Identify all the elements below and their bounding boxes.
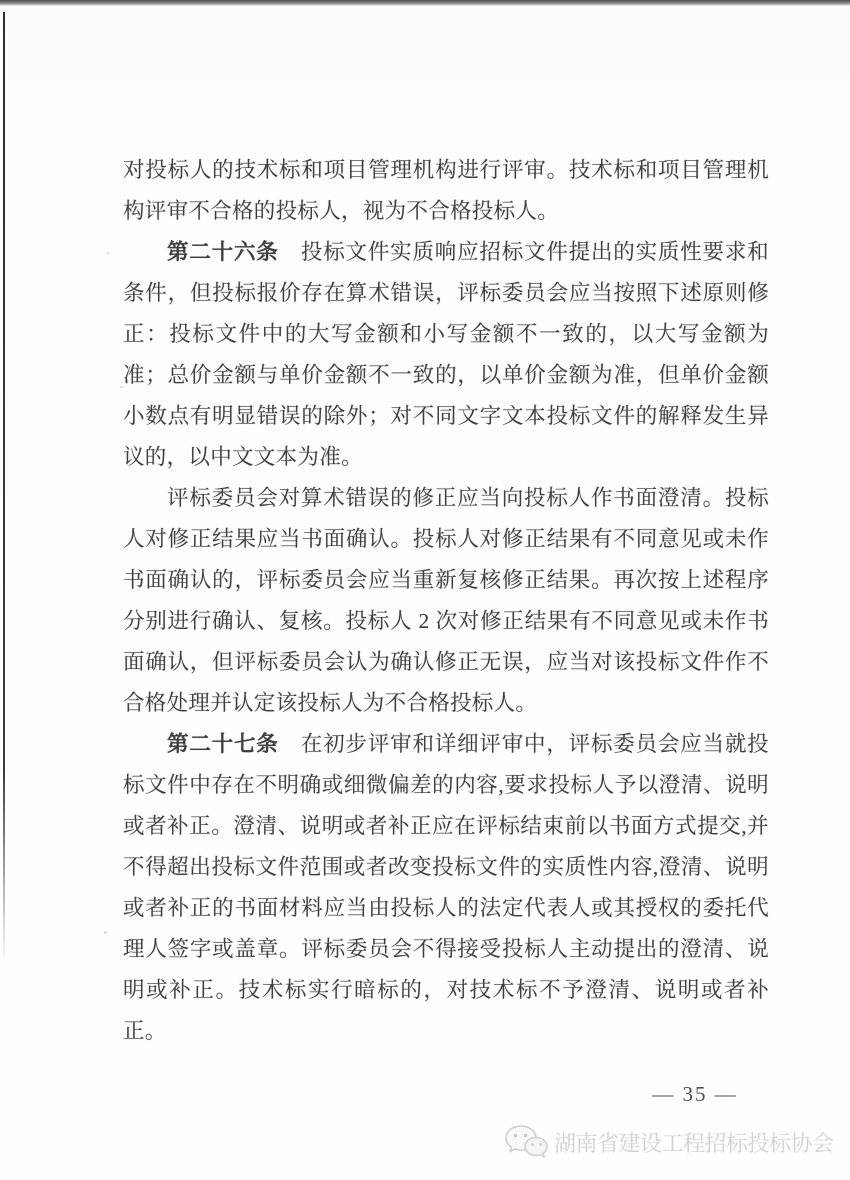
paragraph (123, 232, 769, 478)
paragraph (123, 478, 769, 724)
association-name: 湖南省建设工程招标投标协会 (554, 1130, 834, 1156)
scan-dust-speck (104, 931, 107, 934)
page-number: — 35 — (652, 1082, 738, 1106)
scan-edge-left (3, 12, 5, 962)
article-number-heading: 第二十七条 (167, 732, 279, 756)
body-text: 投标文件实质响应招标文件提出的实质性要求和条件，但投标报价存在算术错误，评标委员会应当按照下述原则修正：投标文件中的大写金额和小写金额不一致的，以大写金额为准；总价金额与单价金额不一致的，以单价金额为准，但单价金额小数点有明显错误的除外；对不同文字文本投标文件的解释发生异议的，以中文文本为准。 (123, 240, 769, 469)
body-text: 对投标人的技术标和项目管理机构进行评审。技术标和项目管理机构评审不合格的投标人，视为不合格投标人。 (123, 158, 769, 223)
scan-dust-speck (106, 252, 109, 254)
body-text: 评标委员会对算术错误的修正应当向投标人作书面澄清。投标人对修正结果应当书面确认。投标人对修正结果有不同意见或未作书面确认的，评标委员会应当重新复核修正结果。再次按上述程序分别进行确认、复核。投标人 2 次对修正结果有不同意见或未作书面确认，但评标委员会认为确认修正无误，应当对该投标文件作不合格处理并认定该投标人为不合格投标人。 (123, 486, 769, 715)
wechat-logo-icon (503, 1122, 549, 1162)
footer-watermark (503, 1122, 834, 1162)
paragraph (123, 724, 769, 1052)
article-number-heading: 第二十六条 (167, 240, 279, 264)
body-text: 在初步评审和详细评审中，评标委员会应当就投标文件中存在不明确或细微偏差的内容,要求投标人予以澄清、说明或者补正。澄清、说明或者补正应在评标结束前以书面方式提交,并不得超出投标文件范围或者改变投标文件的实质性内容,澄清、说明或者补正的书面材料应当由投标人的法定代表人或其授权的委托代理人签字或盖章。评标委员会不得接受投标人主动提出的澄清、说明或补正。技术标实行暗标的，对技术标不予澄清、说明或者补正。 (123, 732, 769, 1043)
scan-edge-top (0, 0, 850, 6)
paragraph (123, 150, 769, 232)
document-body (123, 150, 769, 1052)
